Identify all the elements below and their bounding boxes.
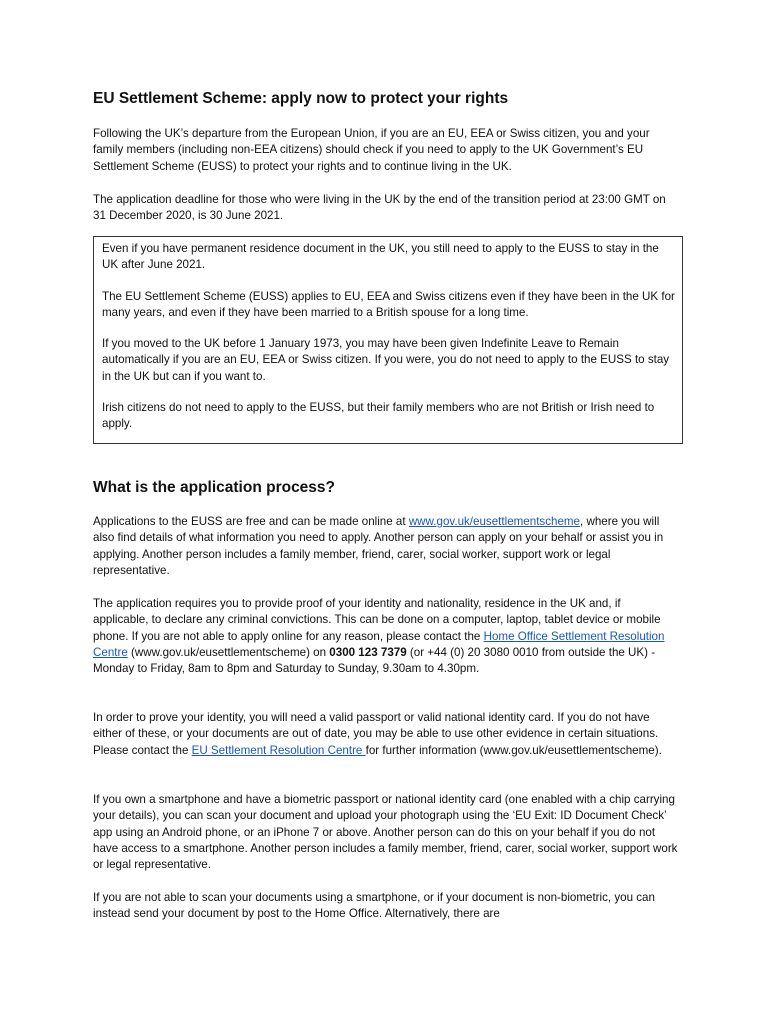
notice-paragraph-1: Even if you have permanent residence document in the UK, you still need to apply to the EUSS to stay in the UK after June 2021. xyxy=(102,242,659,272)
process-p2-text-c: (or +44 (0) 20 3080 0010 from outside the UK) - Monday to Friday, 8am to 8pm and Saturday to Sunday, 9.30am to 4.30pm. xyxy=(93,645,656,676)
intro-paragraph-1: Following the UK’s departure from the European Union, if you are an EU, EEA or Swiss citizen, you and your family members (including non-EEA citizens) should check if you need to apply to the UK Government’s EU Settlement Scheme (EUSS) to protect your rights and to continue living in the UK. xyxy=(93,127,650,173)
process-p2-text-a: The application requires you to provide proof of your identity and nationality, residence in the UK and, if applicable, to declare any criminal convictions. This can be done on a computer, laptop, tablet device or mobile phone. If you are not able to apply online for any reason, please contact the xyxy=(93,597,661,643)
settlement-resolution-centre-link[interactable]: Home Office Settlement Resolution Centre xyxy=(93,629,665,659)
intro-paragraph-2: The application deadline for those who were living in the UK by the end of the transition period at 23:00 GMT on 31 December 2020, is 30 June 2021. xyxy=(93,193,666,223)
section-heading-application-process: What is the application process? xyxy=(93,479,336,496)
euss-website-link[interactable]: www.gov.uk/eusettlementscheme xyxy=(408,515,581,528)
notice-paragraph-4: Irish citizens do not need to apply to the EUSS, but their family members who are not British or Irish need to apply. xyxy=(102,401,655,431)
process-p3-text-b: for further information (www.gov.uk/eusettlementscheme). xyxy=(365,743,662,757)
notice-paragraph-2: The EU Settlement Scheme (EUSS) applies to EU, EEA and Swiss citizens even if they have been in the UK for many years, and even if they have been married to a British spouse for a long time. xyxy=(102,289,675,319)
process-paragraph-5: If you are not able to scan your documents using a smartphone, or if your document is non-biometric, you can instead send your document by post to the Home Office. Alternatively, there are xyxy=(93,891,655,921)
process-paragraph-4: If you own a smartphone and have a biometric passport or national identity card (one enabled with a chip carrying your details), you can scan your document and upload your photograph using the ‘EU Exit: ID Document Check’ app using an Android phone, or an iPhone 7 or above. Another person can do this on your behalf if you do not have access to a smartphone. Another person includes a family member, friend, carer, social worker, support work or legal representative. xyxy=(93,793,678,872)
process-paragraph-2 xyxy=(93,596,679,677)
eu-settlement-resolution-centre-link[interactable]: EU Settlement Resolution Centre xyxy=(191,743,366,757)
process-p3-text-a: In order to prove your identity, you will need a valid passport or valid national identity card. If you do not have either of these, or your documents are out of date, you may be able to use other evidence in certain situations. Please contact the xyxy=(93,711,659,757)
important-notice-box xyxy=(93,236,683,444)
process-p2-text-b: (www.gov.uk/eusettlementscheme) on xyxy=(127,645,330,659)
process-paragraph-3 xyxy=(93,710,679,759)
notice-paragraph-3: If you moved to the UK before 1 January 1973, you may have been given Indefinite Leave to Remain automatically if you are an EU, EEA or Swiss citizen. If you were, you do not need to apply to the EUSS to stay in the UK but can if you want to. xyxy=(102,337,670,383)
phone-number: 0300 123 7379 xyxy=(329,645,407,659)
process-p1-text-b: , where you will also find details of what information you need to apply. Another person can apply on your behalf or assist you in applying. Another person includes a family member, friend, carer, social worker, support work or legal representative. xyxy=(93,515,664,577)
process-p1-text-a: Applications to the EUSS are free and can be made online at xyxy=(93,515,409,528)
page-title: EU Settlement Scheme: apply now to protect your rights xyxy=(93,90,509,107)
process-paragraph-1 xyxy=(93,514,679,579)
